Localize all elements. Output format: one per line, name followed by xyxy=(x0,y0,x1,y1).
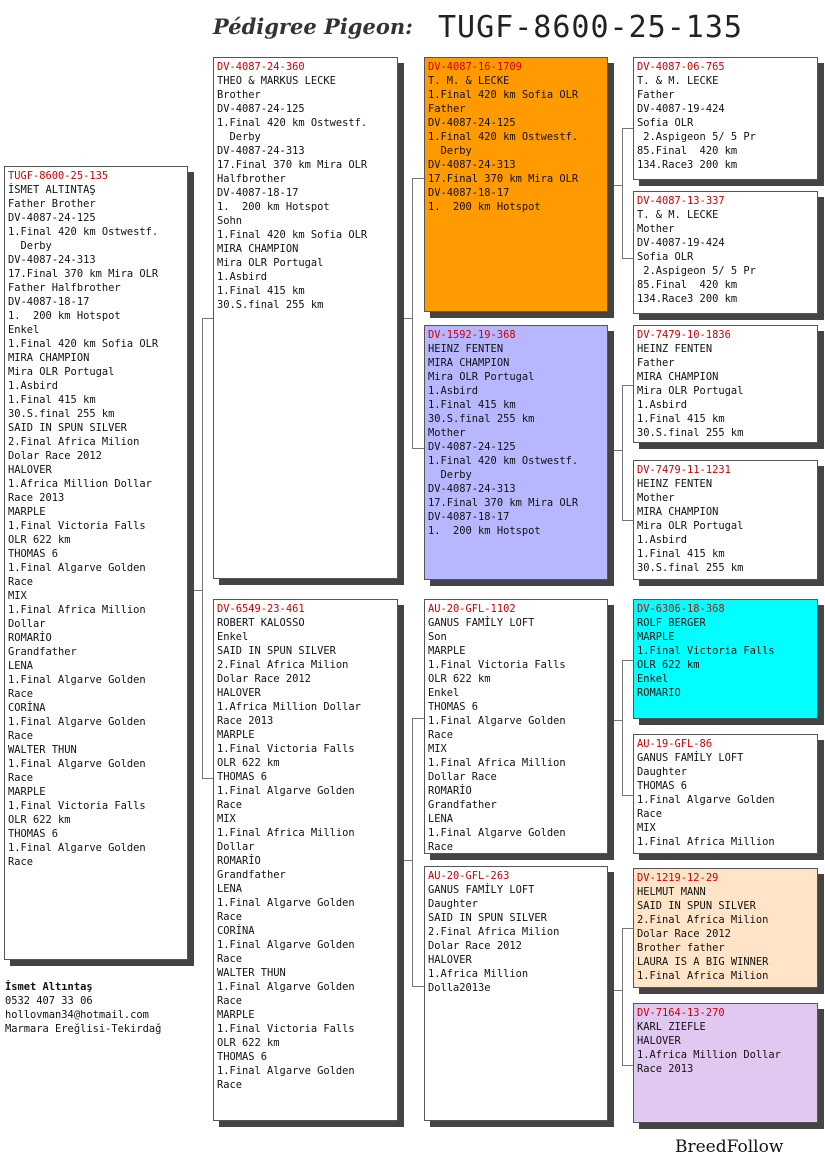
connector-line xyxy=(412,178,413,448)
pedigree-line: DV-4087-24-125 xyxy=(8,212,96,224)
pedigree-label: Pédigree Pigeon: xyxy=(213,14,413,39)
pedigree-line: Mother xyxy=(637,492,675,504)
pedigree-line: 1. 200 km Hotspot xyxy=(428,201,541,213)
ring-number: DV-7479-10-1836 xyxy=(637,329,731,341)
pedigree-line: 1.Final Africa Million xyxy=(428,757,566,769)
pedigree-line: Enkel xyxy=(217,631,249,643)
pedigree-line: 1.Final 415 km xyxy=(637,548,725,560)
connector-line xyxy=(622,520,633,521)
pedigree-line: 1.Final Algarve Golden xyxy=(637,794,775,806)
pedigree-box-dam-dam-sire xyxy=(633,868,818,988)
pedigree-line: Mira OLR Portugal xyxy=(637,520,744,532)
pedigree-line: ROLF BERGER xyxy=(637,617,706,629)
pedigree-line: 1.Final Algarve Golden xyxy=(428,827,566,839)
pedigree-line: OLR 622 km xyxy=(8,534,71,546)
pedigree-line: THOMAS 6 xyxy=(217,1051,268,1063)
pedigree-box-sire xyxy=(213,57,398,579)
pedigree-line: THOMAS 6 xyxy=(8,828,59,840)
pedigree-line: 1.Final 420 km Sofia OLR xyxy=(217,229,368,241)
pedigree-line: HELMUT MANN xyxy=(637,886,706,898)
connector-line xyxy=(622,928,623,1065)
pedigree-line: 1.Final 420 km Ostwestf. xyxy=(8,226,159,238)
pedigree-line: 1.Asbird xyxy=(637,534,688,546)
pedigree-line: 1. 200 km Hotspot xyxy=(217,201,330,213)
pedigree-line: 30.S.final 255 km xyxy=(8,408,115,420)
pedigree-line: 1.Final Algarve Golden xyxy=(217,981,355,993)
pedigree-line: 85.Final 420 km xyxy=(637,279,738,291)
pedigree-line: 1.Final 420 km Ostwestf. xyxy=(428,455,579,467)
pedigree-line: Dolar Race 2012 xyxy=(637,928,731,940)
pedigree-line: DV-4087-24-125 xyxy=(428,117,516,129)
pedigree-line: MIRA CHAMPION xyxy=(428,357,510,369)
connector-line xyxy=(622,660,623,795)
ring-number: TUGF-8600-25-135 xyxy=(8,170,109,182)
pedigree-line: Race xyxy=(217,1079,243,1091)
pedigree-line: 1.Final Algarve Golden xyxy=(8,842,146,854)
pedigree-line: Race 2013 xyxy=(8,492,65,504)
pedigree-box-sire-dam-sire xyxy=(633,325,818,443)
pedigree-line: THOMAS 6 xyxy=(637,780,688,792)
pedigree-line: OLR 622 km xyxy=(217,757,280,769)
brand-footer: BreedFollow xyxy=(675,1137,784,1157)
ring-number: AU-20-GFL-263 xyxy=(428,870,510,882)
ring-number: DV-1592-19-368 xyxy=(428,329,516,341)
pedigree-box-dam-sire-dam xyxy=(633,734,818,854)
ring-number: DV-4087-24-360 xyxy=(217,61,305,73)
pedigree-line: ROBERT KALOSSO xyxy=(217,617,305,629)
connector-line xyxy=(622,795,633,796)
pedigree-line: SAID IN SPUN SILVER xyxy=(637,900,756,912)
pedigree-line: Enkel xyxy=(8,324,40,336)
pedigree-line: 1.Final Victoria Falls xyxy=(428,659,566,671)
pedigree-line: MIX xyxy=(428,743,447,755)
pedigree-line: 1.Final Algarve Golden xyxy=(8,716,146,728)
pedigree-line: 30.S.final 255 km xyxy=(428,413,535,425)
connector-line xyxy=(608,450,622,451)
pedigree-line: OLR 622 km xyxy=(217,1037,280,1049)
pedigree-box-sire-sire xyxy=(424,57,608,312)
connector-line xyxy=(412,178,424,179)
pedigree-line: Mira OLR Portugal xyxy=(637,385,744,397)
pedigree-line: T. M. & LECKE xyxy=(428,75,510,87)
connector-line xyxy=(622,385,623,520)
pedigree-line: 1.Final 415 km xyxy=(217,285,305,297)
pedigree-line: 1.Final Algarve Golden xyxy=(8,562,146,574)
pedigree-line: Sofia OLR xyxy=(637,117,694,129)
pedigree-box-subject xyxy=(4,166,188,960)
connector-line xyxy=(622,385,633,386)
pedigree-line: 1.Final Algarve Golden xyxy=(428,715,566,727)
pedigree-line: 1.Final Africa Million xyxy=(637,836,775,848)
pedigree-line: İSMET ALTINTAŞ xyxy=(8,184,96,196)
pedigree-line: HEINZ FENTEN xyxy=(637,343,713,355)
pedigree-line: Derby xyxy=(428,145,472,157)
pedigree-line: Race 2013 xyxy=(637,1063,694,1075)
pedigree-line: Mira OLR Portugal xyxy=(217,257,324,269)
pedigree-line: Daughter xyxy=(637,766,688,778)
pedigree-line: THEO & MARKUS LECKE xyxy=(217,75,336,87)
pedigree-line: 1.Final Algarve Golden xyxy=(8,674,146,686)
pedigree-line: 1.Final Algarve Golden xyxy=(217,897,355,909)
pedigree-line: 1.Africa Million xyxy=(428,968,529,980)
connector-line xyxy=(202,318,213,319)
pedigree-line: Dolar Race 2012 xyxy=(428,940,522,952)
connector-line xyxy=(398,318,412,319)
pedigree-line: MARPLE xyxy=(217,1009,255,1021)
pedigree-line: 1.Final Victoria Falls xyxy=(8,800,146,812)
pedigree-line: GANUS FAMİLY LOFT xyxy=(637,752,744,764)
pedigree-line: 1.Final Algarve Golden xyxy=(217,939,355,951)
pedigree-line: Mother xyxy=(637,223,675,235)
pedigree-line: 30.S.final 255 km xyxy=(217,299,324,311)
connector-line xyxy=(412,718,413,986)
pedigree-line: ROMARİO xyxy=(428,785,472,797)
pedigree-line: DV-4087-18-17 xyxy=(8,296,90,308)
pedigree-line: MARPLE xyxy=(8,786,46,798)
pedigree-line: SAID IN SPUN SILVER xyxy=(217,645,336,657)
ring-number: AU-20-GFL-1102 xyxy=(428,603,516,615)
pedigree-line: 30.S.final 255 km xyxy=(637,562,744,574)
pedigree-line: Dollar xyxy=(8,618,46,630)
pedigree-line: Grandfather xyxy=(428,799,497,811)
pedigree-line: HALOVER xyxy=(217,687,261,699)
pedigree-line: DV-4087-18-17 xyxy=(217,187,299,199)
pedigree-line: MARPLE xyxy=(637,631,675,643)
connector-line xyxy=(188,590,202,591)
pedigree-line: 1.Final 420 km Sofia OLR xyxy=(8,338,159,350)
pedigree-line: Dollar Race xyxy=(428,771,497,783)
connector-line xyxy=(608,185,622,186)
pedigree-line: Father Brother xyxy=(8,198,96,210)
ring-number: DV-4087-06-765 xyxy=(637,61,725,73)
pedigree-line: Race xyxy=(217,953,243,965)
pedigree-line: Grandfather xyxy=(217,869,286,881)
pedigree-line: ROMARİO xyxy=(8,632,52,644)
connector-line xyxy=(202,318,203,778)
connector-line xyxy=(412,448,424,449)
pedigree-line: MARPLE xyxy=(428,645,466,657)
pedigree-line: Race xyxy=(428,729,454,741)
pedigree-line: CORİNA xyxy=(8,702,46,714)
pedigree-box-dam-sire-sire xyxy=(633,599,818,719)
connector-line xyxy=(608,720,622,721)
pedigree-line: 1.Final Victoria Falls xyxy=(217,1023,355,1035)
pedigree-line: 1.Asbird xyxy=(428,385,479,397)
pedigree-line: 2.Final Africa Milion xyxy=(637,914,769,926)
pedigree-line: DV-4087-19-424 xyxy=(637,237,725,249)
pedigree-line: Dolar Race 2012 xyxy=(217,673,311,685)
pedigree-line: DV-4087-24-313 xyxy=(217,145,305,157)
pedigree-line: Father Halfbrother xyxy=(8,282,121,294)
pedigree-line: 134.Race3 200 km xyxy=(637,159,738,171)
ring-number: DV-1219-12-29 xyxy=(637,872,719,884)
pedigree-line: 2.Final Africa Milion xyxy=(8,436,140,448)
pedigree-line: Derby xyxy=(217,131,261,143)
pedigree-line: Father xyxy=(637,89,675,101)
pedigree-line: Enkel xyxy=(637,673,669,685)
pedigree-line: HEINZ FENTEN xyxy=(637,478,713,490)
ring-number: DV-6549-23-461 xyxy=(217,603,305,615)
pedigree-line: Race xyxy=(428,841,454,853)
pedigree-line: Dollar xyxy=(217,841,255,853)
pedigree-line: 1.Asbird xyxy=(637,399,688,411)
pedigree-line: 17.Final 370 km Mira OLR xyxy=(8,268,159,280)
pedigree-line: HALOVER xyxy=(428,954,472,966)
pedigree-line: 1.Africa Million Dollar xyxy=(8,478,152,490)
pedigree-line: Brother father xyxy=(637,942,725,954)
connector-line xyxy=(412,986,424,987)
pedigree-line: LENA xyxy=(8,660,34,672)
pedigree-line: DV-4087-24-313 xyxy=(428,159,516,171)
pedigree-line: 1.Final 415 km xyxy=(637,413,725,425)
pedigree-line: MIRA CHAMPION xyxy=(637,371,719,383)
pedigree-line: 134.Race3 200 km xyxy=(637,293,738,305)
pedigree-line: MIRA CHAMPION xyxy=(217,243,299,255)
pedigree-line: ROMARİO xyxy=(217,855,261,867)
pedigree-line: SAID IN SPUN SILVER xyxy=(428,912,547,924)
pedigree-box-dam-dam xyxy=(424,866,608,1121)
pedigree-line: MIX xyxy=(217,813,236,825)
ring-number: DV-7479-11-1231 xyxy=(637,464,731,476)
connector-line xyxy=(622,128,623,258)
pedigree-line: Sofia OLR xyxy=(637,251,694,263)
connector-line xyxy=(622,1065,633,1066)
pedigree-line: Race xyxy=(8,576,34,588)
pedigree-line: GANUS FAMİLY LOFT xyxy=(428,617,535,629)
pedigree-line: Race xyxy=(8,730,34,742)
pedigree-line: THOMAS 6 xyxy=(217,771,268,783)
connector-line xyxy=(622,928,633,929)
pedigree-line: Father xyxy=(637,357,675,369)
pedigree-line: Son xyxy=(428,631,447,643)
pedigree-line: Race xyxy=(217,995,243,1007)
pedigree-line: Halfbrother xyxy=(217,173,286,185)
pedigree-line: Father xyxy=(428,103,466,115)
ring-number: DV-4087-16-1709 xyxy=(428,61,522,73)
pedigree-box-sire-sire-dam xyxy=(633,191,818,314)
pedigree-line: THOMAS 6 xyxy=(8,548,59,560)
pedigree-line: DV-4087-24-125 xyxy=(217,103,305,115)
pedigree-box-sire-sire-sire xyxy=(633,57,818,180)
pedigree-line: 1.Final Algarve Golden xyxy=(217,785,355,797)
pedigree-line: Mother xyxy=(428,427,466,439)
connector-line xyxy=(412,718,424,719)
pedigree-line: WALTER THUN xyxy=(8,744,77,756)
pedigree-box-sire-dam-dam xyxy=(633,460,818,580)
pedigree-line: LENA xyxy=(217,883,243,895)
connector-line xyxy=(608,990,622,991)
pedigree-line: KARL ZIEFLE xyxy=(637,1021,706,1033)
pedigree-line: Daughter xyxy=(428,898,479,910)
pedigree-line: Derby xyxy=(8,240,52,252)
pedigree-line: HALOVER xyxy=(8,464,52,476)
pedigree-line: 1.Final Africa Million xyxy=(8,604,146,616)
pedigree-line: Grandfather xyxy=(8,646,77,658)
pedigree-line: WALTER THUN xyxy=(217,967,286,979)
pedigree-line: Dolla2013e xyxy=(428,982,491,994)
pedigree-line: T. & M. LECKE xyxy=(637,209,719,221)
pedigree-line: Dolar Race 2012 xyxy=(8,450,102,462)
pedigree-line: T. & M. LECKE xyxy=(637,75,719,87)
pedigree-line: 17.Final 370 km Mira OLR xyxy=(217,159,368,171)
breeder-name: İsmet Altıntaş xyxy=(5,981,93,993)
pedigree-line: MARPLE xyxy=(8,506,46,518)
pedigree-line: LAURA IS A BIG WINNER xyxy=(637,956,769,968)
pedigree-box-dam xyxy=(213,599,398,1121)
pedigree-line: 1.Asbird xyxy=(217,271,268,283)
pedigree-line: LENA xyxy=(428,813,454,825)
ring-number: DV-4087-13-337 xyxy=(637,195,725,207)
pedigree-line: GANUS FAMİLY LOFT xyxy=(428,884,535,896)
pedigree-line: SAID IN SPUN SILVER xyxy=(8,422,127,434)
pedigree-line: 2.Aspigeon 5/ 5 Pr xyxy=(637,131,756,143)
breeder-contact xyxy=(5,980,161,1036)
pedigree-line: DV-4087-19-424 xyxy=(637,103,725,115)
pedigree-line: MIRA CHAMPION xyxy=(637,506,719,518)
pedigree-line: 1.Final 420 km Ostwestf. xyxy=(428,131,579,143)
pedigree-line: HALOVER xyxy=(637,1035,681,1047)
pedigree-line: Mira OLR Portugal xyxy=(428,371,535,383)
pedigree-line: 1.Final 420 km Sofia OLR xyxy=(428,89,579,101)
pedigree-line: Sohn xyxy=(217,215,243,227)
ring-number: DV-7164-13-270 xyxy=(637,1007,725,1019)
pedigree-line: THOMAS 6 xyxy=(428,701,479,713)
pedigree-box-dam-dam-dam xyxy=(633,1003,818,1123)
pedigree-line: 1.Final Victoria Falls xyxy=(217,743,355,755)
pedigree-line: 1.Final Victoria Falls xyxy=(637,645,775,657)
pedigree-line: Race xyxy=(217,911,243,923)
connector-line xyxy=(622,660,633,661)
pedigree-line: OLR 622 km xyxy=(8,814,71,826)
pedigree-box-dam-sire xyxy=(424,599,608,854)
pedigree-line: 1. 200 km Hotspot xyxy=(8,310,121,322)
pedigree-line: Race xyxy=(637,808,663,820)
pedigree-line: 2.Final Africa Milion xyxy=(428,926,560,938)
pedigree-line: 17.Final 370 km Mira OLR xyxy=(428,173,579,185)
pedigree-line: Race xyxy=(217,799,243,811)
pedigree-line: 1.Africa Million Dollar xyxy=(217,701,361,713)
pedigree-line: 30.S.final 255 km xyxy=(637,427,744,439)
pedigree-line: OLR 622 km xyxy=(637,659,700,671)
breeder-email[interactable]: hollovman34@hotmail.com xyxy=(5,1009,149,1021)
pedigree-line: MIX xyxy=(637,822,656,834)
pedigree-line: 1.Final Algarve Golden xyxy=(8,758,146,770)
pedigree-line: 17.Final 370 km Mira OLR xyxy=(428,497,579,509)
pedigree-line: Brother xyxy=(217,89,261,101)
pedigree-line: 1.Final Victoria Falls xyxy=(8,520,146,532)
pedigree-line: 1.Final Africa Milion xyxy=(637,970,769,982)
pedigree-line: DV-4087-24-313 xyxy=(428,483,516,495)
pedigree-line: 1.Asbird xyxy=(8,380,59,392)
pedigree-line: DV-4087-18-17 xyxy=(428,187,510,199)
connector-line xyxy=(622,258,633,259)
pedigree-line: ROMARIO xyxy=(637,687,681,699)
connector-line xyxy=(622,128,633,129)
pedigree-line: OLR 622 km xyxy=(428,673,491,685)
pedigree-line: Race 2013 xyxy=(217,715,274,727)
pedigree-line: HEINZ FENTEN xyxy=(428,343,504,355)
pedigree-line: Race xyxy=(8,856,34,868)
pedigree-line: DV-4087-24-125 xyxy=(428,441,516,453)
pedigree-line: Mira OLR Portugal xyxy=(8,366,115,378)
pedigree-line: CORİNA xyxy=(217,925,255,937)
breeder-location: Marmara Ereğlisi-Tekirdağ xyxy=(5,1023,162,1035)
pedigree-line: MARPLE xyxy=(217,729,255,741)
connector-line xyxy=(398,860,412,861)
pedigree-line: 1.Final 420 km Ostwestf. xyxy=(217,117,368,129)
pedigree-line: 1.Africa Million Dollar xyxy=(637,1049,781,1061)
pedigree-line: 1.Final 415 km xyxy=(8,394,96,406)
pedigree-line: 2.Aspigeon 5/ 5 Pr xyxy=(637,265,756,277)
pedigree-line: DV-4087-18-17 xyxy=(428,511,510,523)
pedigree-line: DV-4087-24-313 xyxy=(8,254,96,266)
pedigree-line: 2.Final Africa Milion xyxy=(217,659,349,671)
pedigree-line: 85.Final 420 km xyxy=(637,145,738,157)
ring-number: AU-19-GFL-86 xyxy=(637,738,713,750)
pedigree-line: 1.Final Algarve Golden xyxy=(217,1065,355,1077)
pedigree-line: 1.Final 415 km xyxy=(428,399,516,411)
pedigree-line: MIRA CHAMPION xyxy=(8,352,90,364)
ring-number: DV-6306-18-368 xyxy=(637,603,725,615)
pedigree-box-sire-dam xyxy=(424,325,608,580)
pedigree-line: Enkel xyxy=(428,687,460,699)
pedigree-line: Race xyxy=(8,688,34,700)
pedigree-line: 1. 200 km Hotspot xyxy=(428,525,541,537)
pedigree-line: Race xyxy=(8,772,34,784)
pedigree-line: Derby xyxy=(428,469,472,481)
subject-ring-number: TUGF-8600-25-135 xyxy=(438,10,743,45)
breeder-phone: 0532 407 33 06 xyxy=(5,995,93,1007)
connector-line xyxy=(202,778,213,779)
pedigree-line: MIX xyxy=(8,590,27,602)
pedigree-line: 1.Final Africa Million xyxy=(217,827,355,839)
